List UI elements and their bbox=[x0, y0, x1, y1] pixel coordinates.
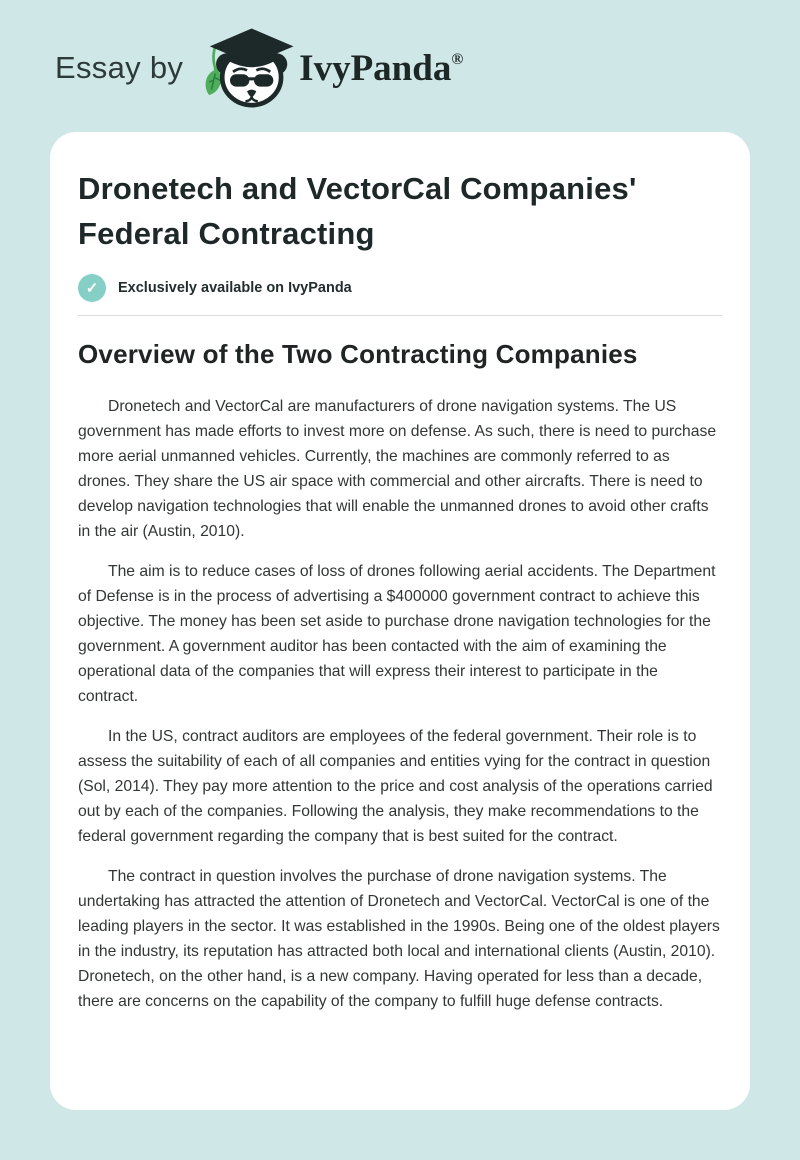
essay-card bbox=[50, 132, 750, 1110]
ivypanda-panda-logo-icon bbox=[199, 25, 295, 111]
section-heading: Overview of the Two Contracting Companies bbox=[78, 339, 638, 369]
paragraph-1: Dronetech and VectorCal are manufacturers of drone navigation systems. The US government has made efforts to invest more on defense. As such, there is need to purchase more aerial unmanned vehicles. Currently, the machines are commonly referred to as drones. They share the US air space with commercial and other aircrafts. There is need to develop navigation technologies that will enable the unmanned drones to avoid other crafts in the air (Austin, 2010). bbox=[78, 398, 717, 540]
exclusive-badge bbox=[78, 274, 722, 302]
essay-title: Dronetech and VectorCal Companies' Federal Contracting bbox=[78, 171, 637, 251]
check-icon: ✓ bbox=[78, 274, 106, 302]
exclusive-badge-label: Exclusively available on IvyPanda bbox=[118, 280, 352, 296]
essay-by-label: Essay by bbox=[55, 50, 184, 85]
page-header bbox=[0, 0, 800, 112]
divider bbox=[78, 315, 722, 316]
paragraph-4: The contract in question involves the purchase of drone navigation systems. The undertaking has attracted the attention of Dronetech and VectorCal. VectorCal is one of the leading players in the sector. It was established in the 1990s. Being one of the oldest players in the industry, its reputation has attracted both local and international clients (Austin, 2010). Dronetech, on the other hand, is a new company. Having operated for less than a decade, there are concerns on the capability of the company to fulfill huge defense contracts. bbox=[78, 868, 720, 1010]
paragraph-2: The aim is to reduce cases of loss of drones following aerial accidents. The Department of Defense is in the process of advertising a $400000 government contract to achieve this objective. The money has been set aside to purchase drone navigation technologies for the government. A government auditor has been contacted with the aim of examining the operational data of the companies that will express their interest to participate in the contract. bbox=[78, 563, 716, 705]
registered-trademark-symbol: ® bbox=[451, 50, 464, 68]
paragraph-3: In the US, contract auditors are employees of the federal government. Their role is to assess the suitability of each of all companies and entities vying for the contract in question (Sol, 2014). They pay more attention to the price and cost analysis of the operations carried out by each of the companies. Following the analysis, they make recommendations to the federal government regarding the company that is best suited for the contract. bbox=[78, 728, 713, 845]
brand-wordmark: IvyPanda® bbox=[299, 47, 464, 89]
